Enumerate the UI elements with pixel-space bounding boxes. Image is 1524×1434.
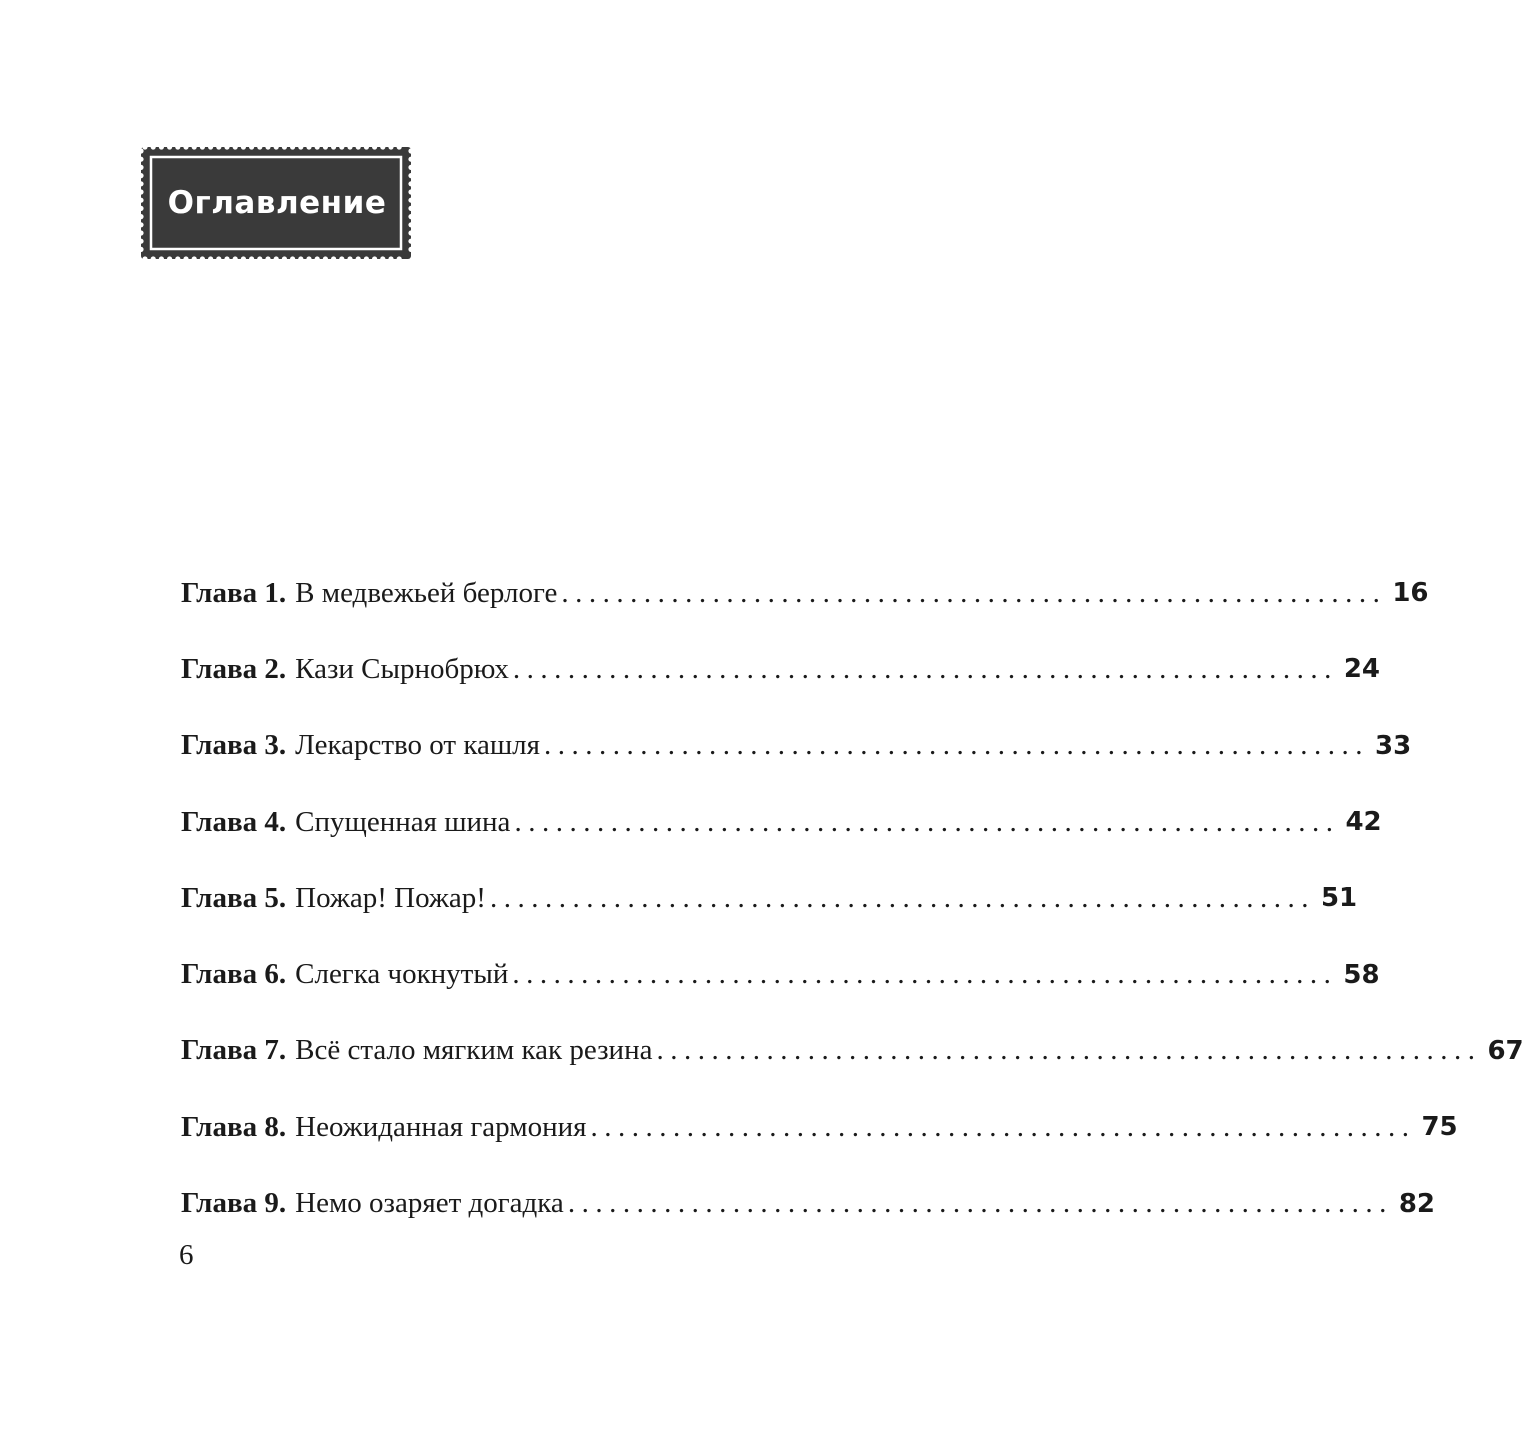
chapter-title: Пожар! Пожар! bbox=[295, 881, 486, 914]
dot-leader: ............................................................ bbox=[656, 1034, 1482, 1067]
chapter-label: Глава 1. bbox=[181, 576, 287, 609]
chapter-label: Глава 3. bbox=[181, 729, 287, 762]
chapter-page-number: 75 bbox=[1421, 1112, 1458, 1143]
dot-leader: ............................................................ bbox=[489, 881, 1315, 914]
contents-stamp bbox=[141, 147, 411, 259]
page-title: Оглавление bbox=[167, 185, 387, 221]
toc-entry-3[interactable] bbox=[181, 708, 1412, 784]
chapter-page-number: 67 bbox=[1487, 1035, 1524, 1066]
table-of-contents bbox=[181, 555, 1524, 1242]
chapter-page-number: 16 bbox=[1392, 578, 1429, 609]
dot-leader: ............................................................ bbox=[512, 958, 1338, 991]
chapter-page-number: 51 bbox=[1320, 883, 1358, 914]
chapter-page-number: 58 bbox=[1343, 959, 1380, 990]
chapter-label: Глава 9. bbox=[181, 1187, 287, 1220]
chapter-label: Глава 5. bbox=[181, 881, 287, 914]
toc-entry-4[interactable] bbox=[181, 784, 1382, 860]
chapter-label: Глава 7. bbox=[181, 1034, 287, 1067]
dot-leader: ............................................................ bbox=[590, 1110, 1416, 1143]
chapter-title: Немо озаряет догадка bbox=[295, 1187, 564, 1220]
toc-entry-9[interactable] bbox=[181, 1165, 1435, 1241]
chapter-page-number: 82 bbox=[1398, 1188, 1435, 1219]
chapter-label: Глава 8. bbox=[181, 1110, 287, 1143]
dot-leader: ............................................................ bbox=[561, 576, 1387, 609]
chapter-title: Лекарство от кашля bbox=[295, 729, 540, 762]
chapter-page-number: 24 bbox=[1343, 654, 1381, 685]
chapter-label: Глава 4. bbox=[181, 805, 287, 838]
chapter-label: Глава 2. bbox=[181, 652, 287, 685]
chapter-title: Слегка чокнутый bbox=[295, 958, 509, 991]
toc-entry-1[interactable] bbox=[181, 555, 1429, 631]
chapter-page-number: 33 bbox=[1374, 730, 1412, 761]
toc-entry-8[interactable] bbox=[181, 1089, 1458, 1165]
dot-leader: ............................................................ bbox=[514, 805, 1340, 838]
chapter-title: Спущенная шина bbox=[295, 805, 511, 838]
toc-entry-6[interactable] bbox=[181, 936, 1380, 1012]
toc-entry-2[interactable] bbox=[181, 631, 1381, 707]
chapter-page-number: 42 bbox=[1345, 807, 1382, 838]
toc-entry-5[interactable] bbox=[181, 860, 1358, 936]
dot-leader: ............................................................ bbox=[512, 652, 1338, 685]
page-number: 6 bbox=[179, 1239, 194, 1271]
dot-leader: ............................................................ bbox=[567, 1187, 1393, 1220]
dot-leader: ............................................................ bbox=[543, 729, 1369, 762]
chapter-title: Кази Сырнобрюх bbox=[295, 652, 509, 685]
chapter-title: Всё стало мягким как резина bbox=[295, 1034, 653, 1067]
chapter-label: Глава 6. bbox=[181, 958, 287, 991]
chapter-title: В медвежьей берлоге bbox=[295, 576, 558, 609]
chapter-title: Неожиданная гармония bbox=[295, 1110, 587, 1143]
toc-entry-7[interactable] bbox=[181, 1013, 1524, 1089]
